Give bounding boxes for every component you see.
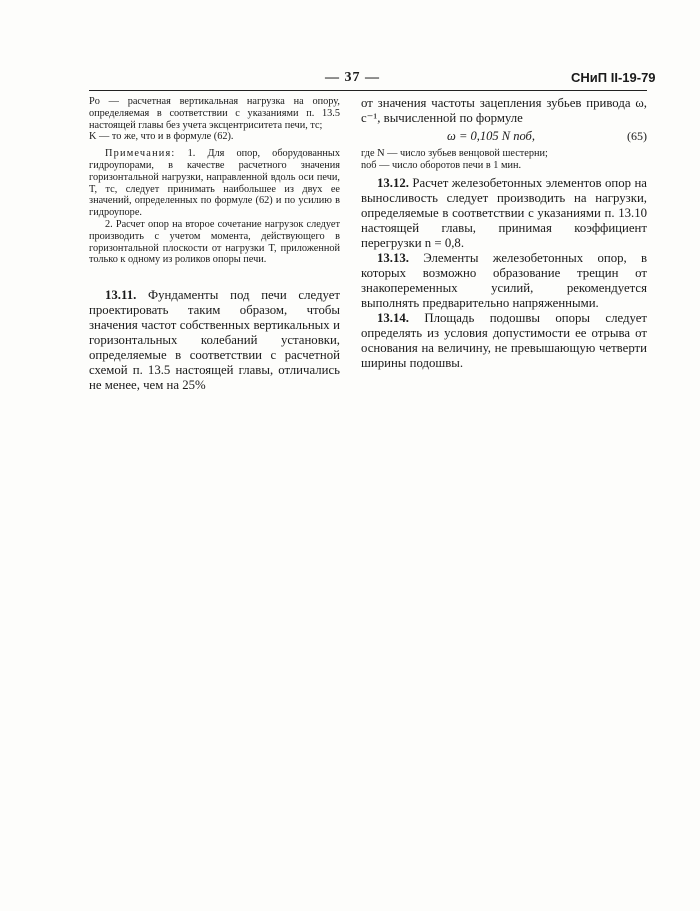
clause-13-13 [361,251,647,311]
clause-13-14-text: Площадь подошвы опоры следует определять из условия допустимости ее отрыва от основания на величину, не превышающую четверти ширины подошвы. [361,310,647,370]
where-nob: nоб — число оборотов печи в 1 мин. [361,159,522,171]
definition-po: Pо — расчетная вертикальная нагрузка на опору, определяемая в соответствии с указаниями п. 13.5 настоящей главы без учета эксцентриситета печи, тс; [89,96,340,131]
clause-13-11-text: Фундаменты под печи следует проектировать таким образом, чтобы значения частот собственных вертикальных и горизонтальных колебаний установки, определяемые в соответствии с расчетной схемой п. 13.5 настоящей главы, отличались не менее, чем на 25% [89,288,340,393]
continuation-text: от значения частоты зацепления зубьев привода ω, с⁻¹, вычисленной по формуле [361,96,647,125]
formula-number: (65) [627,129,647,143]
formula-65 [361,129,647,144]
left-column [89,96,340,393]
note-2: 2. Расчет опор на второе сочетание нагрузок следует производить с учетом момента, действующего в горизонтальной плоскости от нагрузки T, приложенной только к одному из роликов опоры печи. [89,218,340,266]
clause-13-14-number: 13.14. [377,310,409,325]
where-n: где N — число зубьев венцовой шестерни; [361,148,548,159]
clause-13-11-number: 13.11. [105,288,137,303]
header-rule [89,90,647,91]
formula-expression: ω = 0,105 N nоб, [447,129,535,143]
clause-13-12 [361,176,647,251]
clause-13-13-number: 13.13. [377,250,409,265]
clause-13-13-text: Элементы железобетонных опор, в которых возможно образование трещин от знакопеременных усилий, рекомендуется выполнять предварительно напряженными. [361,250,647,310]
notes-label: Примечания: [105,148,176,160]
clause-13-12-number: 13.12. [377,175,409,190]
note-1-text: 1. Для опор, оборудованных гидроупорами, в качестве расчетного значения горизонтальной нагрузки, направленной вдоль оси печи, T, тс, следует принимать наибольшее из двух ее значений, определенных по формуле (62) и по усилию в гидроупоре. [89,148,340,219]
page-number: — 37 — [325,70,380,85]
clause-13-14 [361,311,647,371]
right-column [361,96,647,371]
definition-k: K — то же, что и в формуле (62). [89,131,234,143]
clause-13-11 [89,288,340,393]
note-1 [89,148,340,219]
document-code: СНиП II-19-79 [571,70,656,85]
clause-13-12-text: Расчет железобетонных элементов опор на выносливость следует производить на нагрузки, определяемые в соответствии с указаниями п. 13.10 настоящей главы, принимая коэффициент перегрузки n = 0,8. [361,175,647,250]
